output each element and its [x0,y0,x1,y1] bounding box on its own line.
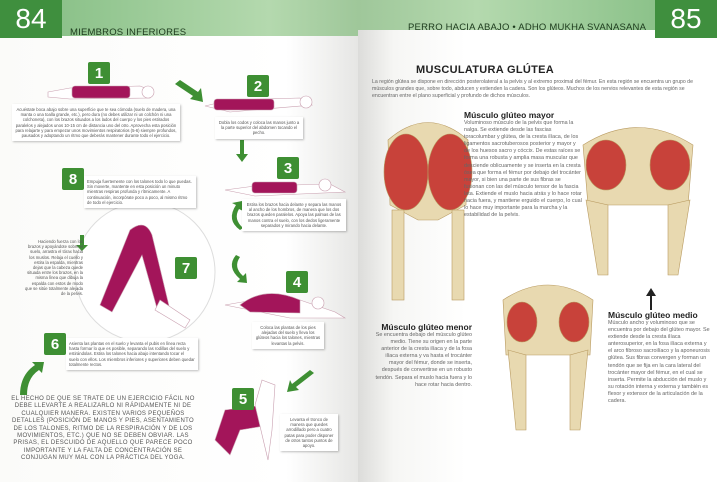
step-badge-5: 5 [232,388,254,410]
intro-paragraph: La región glútea se dispone en dirección posterolateral a la pelvis y al extremo proximal del fémur. En esta región se encuentra un grupo de músculos grandes que, sobre todo, abducen y extienden la cadera. Son los glúteos. Muchos de los nervios relevantes de esta región se encuentran entre el plano superficial y profundo de dichos músculos. [372,79,693,99]
step-badge-6: 6 [44,333,66,355]
muscle-block-gluteo-mayor [464,110,582,219]
step-badge-4: 4 [286,271,308,293]
step-badge-1: 1 [88,62,110,84]
page-number-right: 85 [655,0,717,38]
step-caption-6: Asienta las plantas en el suelo y levanta el pubis en línea recta hasta formar lo que es posible, separando las rodillas del suelo y estirándolas. Estira los talones hacia abajo intentando tocar el suelo con ellos. Los miembros inferiores y superiores deben quedar totalmente rectos. [66,338,198,370]
muscle-heading: Músculo glúteo medio [608,310,698,320]
article-title: MUSCULATURA GLÚTEA [416,64,554,76]
section-title-right: PERRO HACIA ABAJO • ADHO MUKHA SVANASANA [408,22,647,33]
step-caption-5: Levanta el tronco de manera que quedes arrodillado pero a cuatro patas para poder disponer de otros tantos puntos de apoyo. [280,414,338,451]
step-badge-3: 3 [277,157,299,179]
section-title-left: MIEMBROS INFERIORES [70,27,187,38]
muscle-description: Músculo ancho y voluminoso que se encuentra por debajo del glúteo mayor. Se extiende desde la cresta ilíaca anterosuperior, en la fosa ilíaca externa y el arco fibroso sacroilíaco y la aponeurosis glútea. Sus fibras convergen y forman un tendón que se fija en la cara lateral del trocánter mayor del fémur, en el cual se inserta. Permite la abducción del muslo y su rotación interna y externa y también es flexor y extensor de la articulación de la cadera. [608,320,710,405]
step-caption-1: Acuéstate boca abajo sobre una superficie que te sea cómoda (suelo de madera, una manta o una toalla grande, etc.), pero dura (no debes utilizar ni un colchón ni una colchoneta), con los brazos situados a los lados del cuerpo y los pies estirados paralelos y alejados unos 10-15 cm de distancia uno del otro. Aprovecha esta posición para relajarte y para empezar unos movimientos respiratorios (5-6) siempre profundos, pausados y adoptando un ritmo que deberás mantener durante todo el ejercicio. [12,104,180,141]
step-badge-8: 8 [62,168,84,190]
step-caption-7: Haciendo fuerza con los brazos y apoyándote sobre el suelo, arrastra el tórax hacia los muslos. Relaja el cuello y estira la espalda, mientras dejas que la cabeza quede situada entre los brazos, en la misma línea que dibuja la espalda con estos de modo que se sitúe totalmente alejada de la pelvis. [25,239,83,297]
muscle-heading: Músculo glúteo mayor [464,110,555,120]
step-caption-3: Estira los brazos hacia delante y separa las manos al ancho de los hombros, de manera que los dos brazos queden paralelos. Apoya las palmas de las manos contra el suelo, con los dedos ligeramente separados y mirando hacia delante. [242,199,346,231]
step-caption-4: Coloca las plantas de los pies alejadas del suelo y lleva los glúteos hacia los talones, mientras levantas la pelvis. [252,322,324,349]
step-caption-8: Empuja fuertemente con los talones todo lo que puedas. Sin moverte, mantente en esta posición un minuto mientras respiras profunda y rítmicamente. A continuación, incorpórate poco a poco, al mismo ritmo de todo el ejercicio. [84,176,196,208]
step-badge-7: 7 [175,257,197,279]
muscle-block-gluteo-medio [608,310,712,405]
page-number-left: 84 [0,0,62,38]
arrow-up-icon [646,288,656,310]
muscle-heading: Músculo glúteo menor [381,322,472,332]
advice-quote: EL HECHO DE QUE SE TRATE DE UN EJERCICIO FÁCIL NO DEBE LLEVARTE A REALIZARLO NI RÁPIDAMENTE NI DE CUALQUIER MANERA. EXISTEN VARIOS PEQUEÑOS DETALLES (POSICIÓN DE MANOS Y PIES, ASENTAMIENTO DE LOS TALONES, RITMO DE LA RESPIRACIÓN Y DE LOS MOVIMIENTOS, ETC.) QUE NO SE DEBEN OBVIAR. LAS PRISAS, EL DESCUIDO DE AQUELLO QUE PARECE POCO IMPORTANTE Y LA FALTA DE CONCENTRACIÓN SE CONJUGAN MUY MAL CON LA PRÁCTICA DEL YOGA. [11,396,195,462]
step-badge-2: 2 [247,75,269,97]
muscle-block-gluteo-menor [372,322,472,389]
muscle-description: Voluminoso músculo de la pelvis que forma la nalga. Se extiende desde las fascias toracolumbar y glútea, de la cresta ilíaca, de los ligamentos sacrotuberosos posterior y mayor y de los huesos sacro y cóccix. De estas raíces se forma una robusta y amplia masa muscular que desciende oblicuamente y se inserta en la cresta ósea que forma el fémur por debajo del trocánter mayor, si bien una parte de sus fibras se fusionan con las del músculo tensor de la fascia lata. Extiende el muslo hacia atrás y lo hace rotar hacia fuera, y mantiene erguido el cuerpo, lo cual lo hace muy importante para la marcha y la estabilidad de la pelvis. [464,120,582,219]
muscle-description: Se encuentra debajo del músculo glúteo medio. Tiene su origen en la parte anterior de la cresta ilíaca y de la fosa ilíaca externa y va hasta el trocánter mayor del fémur, donde se inserta, después de convertirse en un robusto tendón. Separa el muslo hacia fuera y lo hace rotar hacia dentro. [375,332,472,388]
step-caption-2: Dobla los codos y coloca las manos junto a la parte superior del abdomen tocando el pecho. [215,117,303,139]
